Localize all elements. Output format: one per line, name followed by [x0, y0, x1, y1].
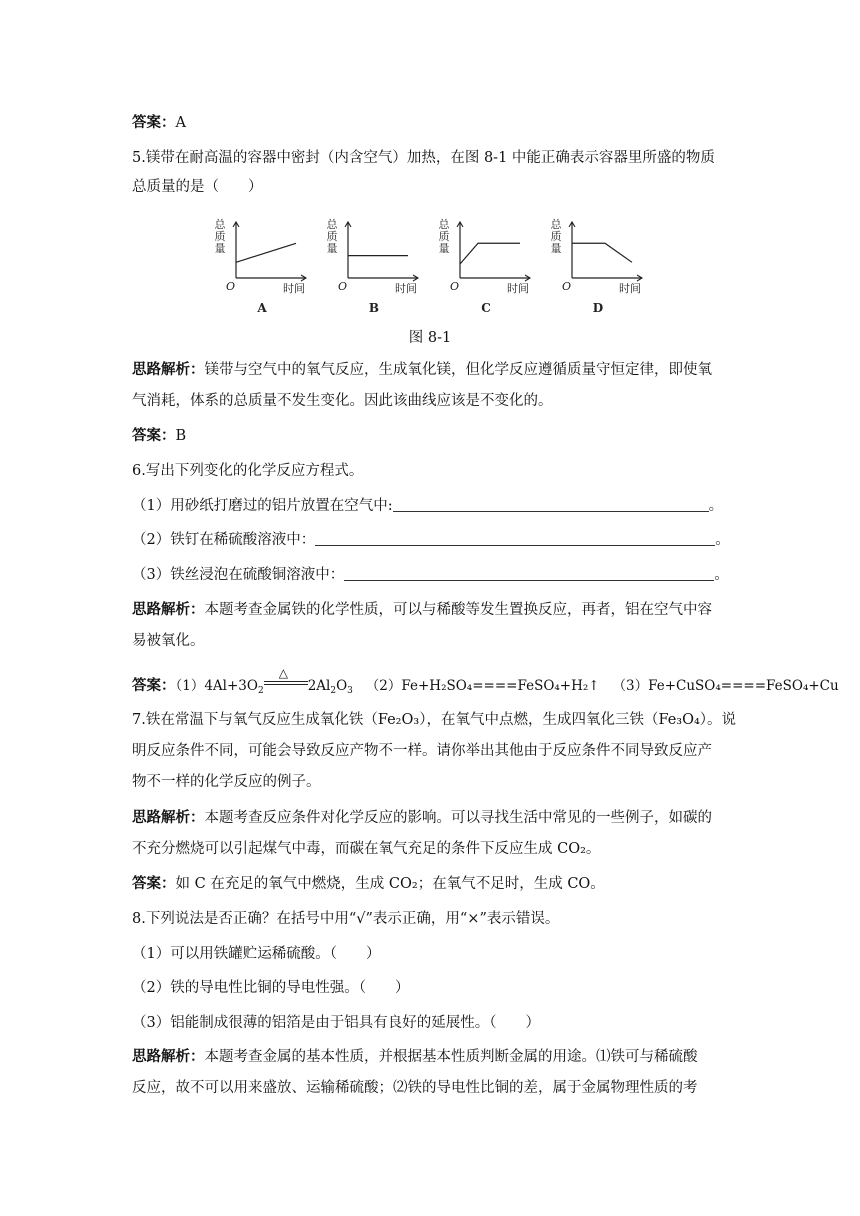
analysis-label: 思路解析： [132, 601, 205, 618]
y-label-char: 质 [326, 230, 338, 243]
x-label: 时间 [507, 282, 529, 295]
analysis-label: 思路解析： [132, 809, 205, 826]
heat-condition-symbol: △ [278, 666, 288, 680]
mass-curve [572, 243, 632, 262]
y-label-char: 质 [438, 230, 450, 243]
heat-condition-arrow [264, 666, 308, 691]
y-label-char: 质 [550, 230, 562, 243]
q8-analysis-line2: 反应，故不可以用来盛放、运输稀硫酸；⑵铁的导电性比铜的差，属于金属物理性质的考 [132, 1080, 698, 1096]
y-label-char: 总 [326, 218, 338, 231]
mass-curve [460, 243, 520, 264]
answer-label: 答案： [132, 427, 176, 444]
q5-stem-line2: 总质量的是（ ） [132, 179, 263, 195]
item-text: （3）铁丝浸泡在硫酸铜溶液中： [132, 567, 345, 583]
q6-analysis-line1 [132, 600, 732, 620]
figure-caption: 图 8-1 [408, 330, 452, 346]
answer-1-rhs-mid: O [336, 678, 348, 694]
origin-label: O [226, 280, 236, 293]
panel-title: C [481, 301, 491, 315]
q6-answer [132, 666, 839, 701]
y-label-char: 量 [438, 242, 450, 255]
q8-item-2: （2）铁的导电性比铜的导电性强。（ ） [132, 980, 410, 996]
q5-analysis-line1 [132, 360, 732, 380]
item-text: （1）用砂纸打磨过的铝片放置在空气中: [132, 498, 393, 514]
panel-title: A [257, 301, 267, 315]
answer-blank [315, 531, 715, 546]
x-label: 时间 [619, 282, 641, 295]
answer-1-lhs: 4Al+3O [204, 678, 258, 694]
y-label-char: 总 [214, 218, 226, 231]
q6-item-2 [132, 530, 732, 550]
answer-1-lhs-sub: 2 [257, 686, 264, 696]
q5-analysis-line2: 气消耗，体系的总质量不发生变化。因此该曲线应该是不变化的。 [132, 393, 553, 409]
answer-1-rhs-sub1: 2 [330, 686, 337, 696]
answer-3-number: （3） [612, 678, 649, 694]
answer-2-equation: Fe+H₂SO₄====FeSO₄+H₂↑ [401, 678, 600, 694]
chart-panel-A [215, 218, 307, 315]
answer-label: 答案： [132, 114, 176, 131]
q6-item-3 [132, 565, 732, 585]
analysis-label: 思路解析： [132, 1048, 205, 1065]
figure-8-1 [210, 212, 660, 316]
end-mark: 。 [708, 498, 724, 514]
origin-label: O [562, 280, 572, 293]
q7-analysis-line2: 不充分燃烧可以引起煤气中毒，而碳在氧气充足的条件下反应生成 CO₂。 [132, 841, 601, 857]
y-label-char: 质 [214, 230, 226, 243]
answer-3-equation: Fe+CuSO₄====FeSO₄+Cu [648, 678, 839, 694]
panel-title: D [592, 301, 604, 315]
origin-label: O [450, 280, 460, 293]
q7-analysis-line1 [132, 808, 732, 828]
q7-line3: 物不一样的化学反应的例子。 [132, 774, 321, 790]
q4-answer [132, 113, 732, 133]
q8-stem: 8.下列说法是否正确？在括号中用“√”表示正确，用“×”表示错误。 [132, 911, 560, 927]
chart-panel-D [551, 218, 643, 315]
q7-line1: 7.铁在常温下与氧气反应生成氧化铁（Fe₂O₃），在氧气中点燃，生成四氧化三铁（Fe₃O₄）。说 [132, 712, 737, 728]
q8-item-3: （3）铝能制成很薄的铝箔是由于铝具有良好的延展性。（ ） [132, 1015, 540, 1031]
y-label-char: 量 [214, 242, 226, 255]
q6-analysis-line2: 易被氧化。 [132, 633, 205, 649]
chart-panel-C [439, 218, 531, 315]
answer-1-number: （1） [175, 678, 205, 694]
origin-label: O [338, 280, 348, 293]
answer-2-number: （2） [365, 678, 402, 694]
x-label: 时间 [283, 282, 305, 295]
answer-text: A [175, 115, 186, 131]
x-label: 时间 [395, 282, 417, 295]
end-mark: 。 [715, 532, 730, 548]
answer-blank [344, 566, 714, 581]
answer-text: 如 C 在充足的氧气中燃烧，生成 CO₂；在氧气不足时，生成 CO。 [175, 876, 605, 892]
analysis-text: 镁带与空气中的氧气反应，生成氧化镁，但化学反应遵循质量守恒定律，即使氧 [204, 362, 712, 378]
y-label-char: 总 [550, 218, 562, 231]
y-label-char: 量 [550, 242, 562, 255]
q6-item-1 [132, 496, 732, 516]
double-line [264, 681, 308, 685]
q5-stem-line1: 5.镁带在耐高温的容器中密封（内含空气）加热，在图 8-1 中能正确表示容器里所盛的物质 [132, 150, 715, 166]
q5-answer [132, 426, 732, 446]
answer-1-rhs: 2Al [307, 678, 331, 694]
mass-curve [236, 243, 296, 262]
answer-label: 答案： [132, 677, 176, 694]
answer-1-rhs-sub2: 3 [347, 686, 353, 696]
q7-answer [132, 874, 732, 894]
panel-title: B [368, 301, 380, 315]
q6-stem: 6.写出下列变化的化学反应方程式。 [132, 463, 364, 479]
analysis-text: 本题考查反应条件对化学反应的影响。可以寻找生活中常见的一些例子，如碳的 [204, 810, 712, 826]
answer-text: B [175, 428, 187, 444]
analysis-text: 本题考查金属的基本性质，并根据基本性质判断金属的用途。⑴铁可与稀硫酸 [204, 1049, 698, 1065]
answer-label: 答案： [132, 875, 176, 892]
y-label-char: 总 [438, 218, 450, 231]
chart-panel-B [327, 218, 419, 315]
q7-line2: 明反应条件不同，可能会导致反应产物不一样。请你举出其他由于反应条件不同导致反应产 [132, 743, 712, 759]
end-mark: 。 [714, 567, 729, 583]
analysis-label: 思路解析： [132, 361, 205, 378]
q8-analysis-line1 [132, 1047, 732, 1067]
y-label-char: 量 [326, 242, 338, 255]
item-text: （2）铁钉在稀硫酸溶液中： [132, 532, 316, 548]
analysis-text: 本题考查金属铁的化学性质，可以与稀酸等发生置换反应，再者，铝在空气中容 [204, 602, 712, 618]
q8-item-1: （1）可以用铁罐贮运稀硫酸。（ ） [132, 946, 381, 962]
answer-blank [393, 497, 709, 512]
